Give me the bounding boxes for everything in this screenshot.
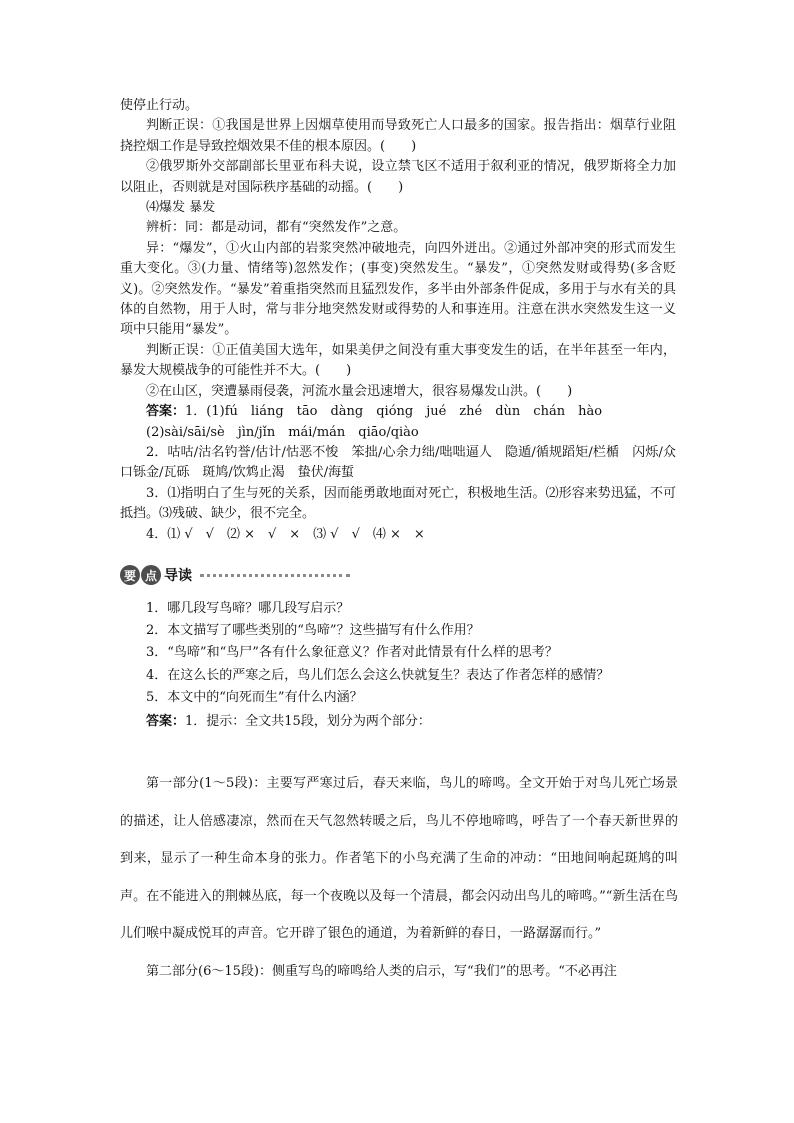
answer-line-3: 3．⑴指明白了生与死的关系，因而能勇敢地面对死亡，积极地生活。⑵形容来势迅猛，不可抵挡。⑶残破、缺少，很不完全。 (120, 485, 676, 522)
text-line: 使停止行动。 (120, 98, 199, 113)
list-item: 2．本文描写了哪些类别的“鸟啼”？这些描写有什么作用？ (146, 623, 480, 639)
analysis-same: 辨析：同：都是动词，都有“突然发作”之意。 (146, 220, 407, 236)
dotted-rule (200, 574, 350, 577)
paragraph-part-1: 第一部分(1～5段)：主要写严寒过后，春天来临，鸟儿的啼鸣。全文开始于对鸟儿死亡场景的描述，让人倍感凄凉，然而在天气忽然转暖之后，鸟儿不停地啼鸣，呼告了一个春天新世界的到来，显示了一种生命本身的张力。作者笔下的小鸟充满了生命的冲动：“田地间响起斑鸠的叫声。在不能进入的荆棘丛底，每一个夜晚以及每一个清晨，都会闪动出鸟儿的啼鸣。”“新生活在鸟儿们喉中凝成悦耳的声音。它开辟了银色的通道，为着新鲜的春日，一路潺潺而行。” (120, 776, 678, 941)
analysis-paragraphs (120, 765, 678, 990)
answer-line-1b: (2)sài/sāi/sè jìn/jǐn mái/mán qiāo/qiào (146, 424, 419, 440)
list-item: 5．本文中的“向死而生”有什么内涵？ (146, 689, 363, 705)
list-item: 3．“鸟啼”和“鸟尸”各有什么象征意义？作者对此情景有什么样的思考？ (146, 645, 558, 661)
badge-char-1: 要 (120, 565, 140, 585)
question-list (146, 598, 676, 709)
word-pair-heading: ⑷爆发 暴发 (146, 200, 216, 216)
answer-label: 答案： (146, 404, 186, 420)
judgement-question-3: 判断正误：①正值美国大选年，如果美伊之间没有重大事变发生的话，在半年甚至一年内，暴发大规模战争的可能性并不大。( ) (120, 342, 676, 379)
upper-text-block (120, 96, 676, 545)
paragraph-part-2: 第二部分(6～15段)：侧重写鸟的啼鸣给人类的启示，写“我们”的思考。“不必再注 (146, 963, 617, 979)
answer-text: 1．提示：全文共15段，划分为两个部分： (185, 714, 431, 729)
answer-label: 答案： (146, 714, 186, 729)
judgement-question-4: ②在山区，突遭暴雨侵袭，河流水量会迅速增大，很容易爆发山洪。( ) (146, 383, 573, 399)
answer-line-1 (120, 402, 676, 422)
badge-char-2: 点 (141, 565, 161, 585)
section-title: 导读 (164, 568, 192, 584)
judgement-question-1: 判断正误：①我国是世界上因烟草使用而导致死亡人口最多的国家。报告指出：烟草行业阻挠控烟工作是导致控烟效果不佳的根本原因。( ) (120, 118, 676, 154)
list-item: 4．在这么长的严寒之后，鸟儿们怎么会这么快就复生？表达了作者怎样的感情？ (146, 667, 610, 683)
section-header (120, 564, 350, 586)
judgement-question-2: ②俄罗斯外交部副部长里亚布科夫说，设立禁飞区不适用于叙利亚的情况，俄罗斯将全力加以阻止，否则就是对国际秩序基础的动摇。( ) (120, 159, 676, 195)
answer-line-2: 2．咕咕/沽名钓誉/估计/怙恶不悛 笨拙/心余力绌/咄咄逼人 隐遁/循规蹈矩/栏楯 闪烁/众口铄金/瓦砾 斑鸠/饮鸩止渴 蛰伏/海蜇 (120, 444, 676, 481)
list-item: 1．哪几段写鸟啼？哪几段写启示？ (146, 601, 350, 616)
answer-line-4: 4．⑴ √ √ ⑵ × √ × ⑶ √ √ ⑷ × × (146, 526, 425, 542)
answer-intro (146, 712, 431, 732)
analysis-different: 异：“爆发”，①火山内部的岩浆突然冲破地壳，向四外迸出。②通过外部冲突的形式而发生重大变化。③(力量、情绪等)忽然发作；(事变)突然发生。“暴发”，①突然发财或得势(多含贬义)。②突然发作。“暴发”着重指突然而且猛烈发作，多半由外部条件促成，多用于与水有关的具体的自然物，用于人时，常与非分地突然发财或得势的人和事连用。注意在洪水突然发生这一义项中只能用“暴发”。 (120, 240, 676, 338)
section-badge (120, 565, 162, 585)
answer-text: 1．(1)fú liáng tāo dàng qióng jué zhé dùn chán hào (185, 404, 603, 420)
